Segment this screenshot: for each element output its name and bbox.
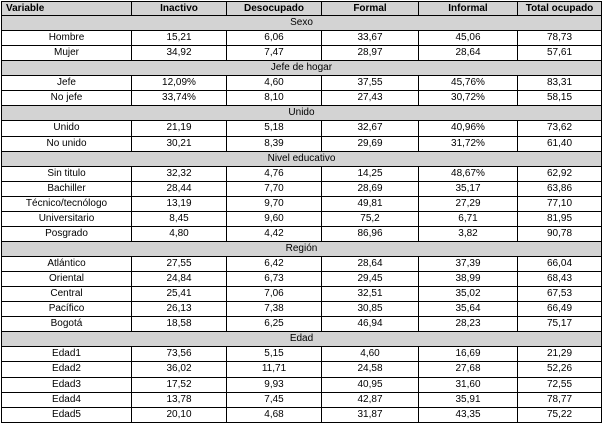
section-title: Edad [2,332,602,347]
cell-desocupado: 8,39 [227,136,322,151]
section-header-row [2,61,602,76]
row-label: Oriental [2,272,132,287]
cell-total-ocupado: 62,92 [518,166,602,181]
header-total-ocupado: Total ocupado [518,2,602,16]
cell-desocupado: 6,42 [227,257,322,272]
cell-formal: 37,55 [322,76,419,91]
cell-total-ocupado: 67,53 [518,287,602,302]
cell-informal: 28,23 [419,317,518,332]
header-row [2,2,602,16]
cell-total-ocupado: 77,10 [518,196,602,211]
table-row [2,31,602,46]
cell-inactivo: 36,02 [132,362,227,377]
cell-desocupado: 6,25 [227,317,322,332]
cell-total-ocupado: 61,40 [518,136,602,151]
row-label: No unido [2,136,132,151]
cell-inactivo: 26,13 [132,302,227,317]
table-row [2,76,602,91]
cell-desocupado: 4,68 [227,407,322,422]
row-label: Técnico/tecnólogo [2,196,132,211]
cell-desocupado: 8,10 [227,91,322,106]
cell-inactivo: 25,41 [132,287,227,302]
table-row [2,407,602,422]
cell-total-ocupado: 68,43 [518,272,602,287]
row-label: Sin titulo [2,166,132,181]
cell-total-ocupado: 90,78 [518,226,602,241]
cell-informal: 35,91 [419,392,518,407]
cell-total-ocupado: 58,15 [518,91,602,106]
cell-total-ocupado: 52,26 [518,362,602,377]
cell-formal: 75,2 [322,211,419,226]
table-row [2,302,602,317]
cell-formal: 4,60 [322,347,419,362]
row-label: Posgrado [2,226,132,241]
row-label: Atlántico [2,257,132,272]
cell-informal: 38,99 [419,272,518,287]
cell-informal: 28,64 [419,46,518,61]
cell-informal: 48,67% [419,166,518,181]
cell-formal: 30,85 [322,302,419,317]
cell-desocupado: 4,60 [227,76,322,91]
cell-inactivo: 27,55 [132,257,227,272]
cell-desocupado: 7,45 [227,392,322,407]
row-label: Edad5 [2,407,132,422]
row-label: Bachiller [2,181,132,196]
cell-informal: 31,72% [419,136,518,151]
cell-inactivo: 30,21 [132,136,227,151]
cell-formal: 46,94 [322,317,419,332]
cell-inactivo: 13,19 [132,196,227,211]
table-row [2,166,602,181]
cell-formal: 24,58 [322,362,419,377]
cell-total-ocupado: 83,31 [518,76,602,91]
cell-desocupado: 6,06 [227,31,322,46]
cell-total-ocupado: 75,17 [518,317,602,332]
cell-total-ocupado: 75,22 [518,407,602,422]
cell-inactivo: 4,80 [132,226,227,241]
cell-total-ocupado: 81,95 [518,211,602,226]
section-title: Región [2,241,602,256]
cell-total-ocupado: 78,77 [518,392,602,407]
table-row [2,392,602,407]
section-header-row [2,332,602,347]
table-row [2,181,602,196]
cell-total-ocupado: 66,04 [518,257,602,272]
table-row [2,377,602,392]
cell-informal: 27,29 [419,196,518,211]
cell-total-ocupado: 21,29 [518,347,602,362]
cell-inactivo: 32,32 [132,166,227,181]
cell-total-ocupado: 73,62 [518,121,602,136]
row-label: Mujer [2,46,132,61]
row-label: Hombre [2,31,132,46]
cell-informal: 31,60 [419,377,518,392]
cell-desocupado: 5,15 [227,347,322,362]
table-row [2,347,602,362]
cell-formal: 32,67 [322,121,419,136]
table-row [2,317,602,332]
cell-total-ocupado: 63,86 [518,181,602,196]
table-row [2,226,602,241]
cell-informal: 16,69 [419,347,518,362]
section-title: Unido [2,106,602,121]
cell-desocupado: 9,60 [227,211,322,226]
cell-desocupado: 7,38 [227,302,322,317]
row-label: Edad3 [2,377,132,392]
cell-formal: 27,43 [322,91,419,106]
cell-total-ocupado: 78,73 [518,31,602,46]
row-label: Jefe [2,76,132,91]
cell-formal: 28,69 [322,181,419,196]
table-row [2,136,602,151]
table-row [2,211,602,226]
cell-inactivo: 12,09% [132,76,227,91]
cell-total-ocupado: 72,55 [518,377,602,392]
table-row [2,287,602,302]
cell-formal: 40,95 [322,377,419,392]
section-title: Nivel educativo [2,151,602,166]
cell-desocupado: 5,18 [227,121,322,136]
cell-inactivo: 20,10 [132,407,227,422]
cell-informal: 3,82 [419,226,518,241]
cell-inactivo: 33,74% [132,91,227,106]
table-row [2,362,602,377]
header-informal: Informal [419,2,518,16]
cell-informal: 40,96% [419,121,518,136]
section-header-row [2,16,602,31]
cell-inactivo: 73,56 [132,347,227,362]
row-label: Edad1 [2,347,132,362]
cell-informal: 37,39 [419,257,518,272]
cell-desocupado: 7,06 [227,287,322,302]
cell-total-ocupado: 66,49 [518,302,602,317]
cell-formal: 28,64 [322,257,419,272]
section-header-row [2,151,602,166]
cell-formal: 29,45 [322,272,419,287]
cell-formal: 31,87 [322,407,419,422]
cell-inactivo: 8,45 [132,211,227,226]
table-row [2,91,602,106]
cell-formal: 42,87 [322,392,419,407]
section-header-row [2,241,602,256]
table-row [2,257,602,272]
statistics-table [1,1,602,423]
cell-inactivo: 15,21 [132,31,227,46]
cell-formal: 49,81 [322,196,419,211]
row-label: Bogotá [2,317,132,332]
row-label: Edad4 [2,392,132,407]
row-label: Central [2,287,132,302]
cell-formal: 32,51 [322,287,419,302]
cell-desocupado: 7,70 [227,181,322,196]
cell-inactivo: 13,78 [132,392,227,407]
row-label: No jefe [2,91,132,106]
cell-formal: 28,97 [322,46,419,61]
section-header-row [2,106,602,121]
cell-desocupado: 11,71 [227,362,322,377]
cell-total-ocupado: 57,61 [518,46,602,61]
cell-desocupado: 6,73 [227,272,322,287]
row-label: Pacífico [2,302,132,317]
cell-formal: 29,69 [322,136,419,151]
cell-informal: 6,71 [419,211,518,226]
cell-informal: 45,06 [419,31,518,46]
cell-desocupado: 7,47 [227,46,322,61]
cell-informal: 35,64 [419,302,518,317]
header-variable: Variable [2,2,132,16]
cell-inactivo: 28,44 [132,181,227,196]
cell-desocupado: 4,42 [227,226,322,241]
section-title: Sexo [2,16,602,31]
cell-formal: 33,67 [322,31,419,46]
header-desocupado: Desocupado [227,2,322,16]
row-label: Unido [2,121,132,136]
row-label: Edad2 [2,362,132,377]
cell-desocupado: 9,93 [227,377,322,392]
table-row [2,196,602,211]
cell-inactivo: 24,84 [132,272,227,287]
header-formal: Formal [322,2,419,16]
cell-inactivo: 17,52 [132,377,227,392]
table-row [2,272,602,287]
cell-desocupado: 4,76 [227,166,322,181]
cell-informal: 30,72% [419,91,518,106]
table-body [2,16,602,423]
cell-informal: 35,02 [419,287,518,302]
cell-inactivo: 34,92 [132,46,227,61]
cell-inactivo: 21,19 [132,121,227,136]
cell-informal: 35,17 [419,181,518,196]
cell-formal: 86,96 [322,226,419,241]
cell-informal: 43,35 [419,407,518,422]
cell-inactivo: 18,58 [132,317,227,332]
header-inactivo: Inactivo [132,2,227,16]
row-label: Universitario [2,211,132,226]
table-row [2,46,602,61]
table-row [2,121,602,136]
cell-informal: 27,68 [419,362,518,377]
cell-formal: 14,25 [322,166,419,181]
cell-informal: 45,76% [419,76,518,91]
section-title: Jefe de hogar [2,61,602,76]
cell-desocupado: 9,70 [227,196,322,211]
